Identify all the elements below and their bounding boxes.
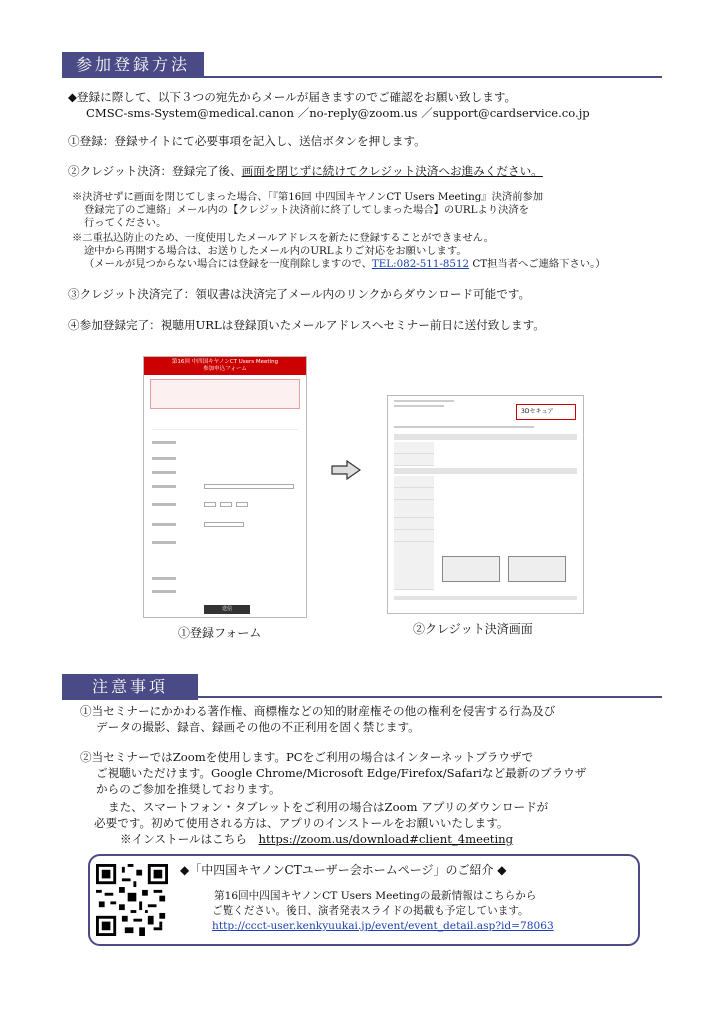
form-label xyxy=(152,577,176,580)
install-link[interactable]: https://zoom.us/download#client_4meeting xyxy=(258,832,514,846)
table-cell xyxy=(394,442,434,454)
caution-item-2-line-4: また、スマートフォン・タブレットをご利用の場合はZoom アプリのダウンロードが xyxy=(108,800,549,814)
table-cell xyxy=(394,476,434,488)
card-image xyxy=(508,556,566,582)
registration-heading: 参加登録方法 xyxy=(62,52,204,78)
form-header-subtitle: 参加申込フォーム xyxy=(203,366,247,372)
sender-addresses: CMSC-sms-System@medical.canon ／no-reply@zoom.us ／support@cardservice.co.jp xyxy=(86,106,590,120)
form-header-title: 第16回 中四国キヤノンCT Users Meeting xyxy=(171,359,279,365)
table-header xyxy=(394,434,577,440)
secure-logo-text: 3Dセキュア xyxy=(521,408,554,415)
form-field xyxy=(204,484,294,489)
caution-item-1-line-1: ①当セミナーにかかわる著作権、商標権などの知的財産権その他の権利を侵害する行為及び xyxy=(80,704,556,718)
caution-heading: 注意事項 xyxy=(62,674,198,700)
intro-line-1: ◆登録に際して、以下３つの宛先からメールが届きますのでご確認をお願い致します。 xyxy=(68,90,517,104)
homepage-title: ◆「中四国キヤノンCTユーザー会ホームページ」のご紹介 ◆ xyxy=(180,863,507,877)
caption-payment-screen: ②クレジット決済画面 xyxy=(413,622,533,636)
table-header xyxy=(394,468,577,474)
form-submit-button xyxy=(204,605,250,614)
note-line-3: 行ってください。 xyxy=(84,217,167,229)
tel-link[interactable]: TEL:082-511-8512 xyxy=(371,258,470,270)
note-6-prefix: （メールが見つからない場合には登録を一度削除しますので、 xyxy=(84,258,372,270)
form-label xyxy=(152,471,176,474)
table-cell xyxy=(394,454,434,466)
note-line-2: 登録完了のご連絡」メール内の【クレジット決済前に終了してしまった場合】のURLより決済を xyxy=(84,204,529,216)
table-cell xyxy=(394,530,434,542)
form-label xyxy=(152,457,176,460)
caution-item-2-line-5: 必要です。初めて使用される方は、アプリのインストールをお願いいたします。 xyxy=(94,816,509,830)
note-line-1: ※決済せずに画面を閉じてしまった場合、「『第16回 中四国キヤノンCT Users Meeting』決済前参加 xyxy=(72,191,544,203)
note-line-5: 途中から再開する場合は、お送りしたメール内のURLよりご対応をお願いします。 xyxy=(84,245,467,257)
secure-logo xyxy=(516,404,576,420)
homepage-url[interactable] xyxy=(212,920,554,933)
registration-form-image xyxy=(143,356,307,618)
form-label xyxy=(152,441,176,444)
step-3: ③クレジット決済完了：領収書は決済完了メール内のリンクからダウンロード可能です。 xyxy=(68,287,531,301)
table-cell xyxy=(394,518,434,530)
install-prefix: ※インストールはこちら xyxy=(120,832,259,846)
caution-divider xyxy=(62,696,662,698)
table-cell xyxy=(394,488,434,500)
form-submit-label: 送信 xyxy=(221,606,232,612)
table-footer xyxy=(394,596,577,600)
form-notice xyxy=(150,379,300,409)
text-line xyxy=(394,426,534,428)
form-field xyxy=(204,502,216,507)
form-divider xyxy=(152,429,298,430)
install-line xyxy=(120,832,513,847)
registration-divider xyxy=(62,76,662,78)
note-line-6 xyxy=(84,258,606,271)
note-6-suffix: CT担当者へご連絡下さい。） xyxy=(469,258,606,270)
step-2-emphasis: 画面を閉じずに続けてクレジット決済へお進みください。 xyxy=(241,164,543,178)
form-label xyxy=(152,590,176,593)
text-line xyxy=(394,405,444,407)
table-cell xyxy=(394,542,434,590)
note-line-4: ※二重払込防止のため、一度使用したメールアドレスを新たに登録することができません。 xyxy=(72,232,494,244)
step-4: ④参加登録完了：視聴用URLは登録頂いたメールアドレスへセミナー前日に送付致します。 xyxy=(68,318,545,332)
caption-registration-form: ①登録フォーム xyxy=(178,626,262,640)
homepage-line-1: 第16回中四国キヤノンCT Users Meetingの最新情報はこちらから xyxy=(214,890,537,902)
caution-item-2-line-2: ご視聴いただけます。Google Chrome/Microsoft Edge/Firefox/Safariなど最新のブラウザ xyxy=(96,766,587,780)
qr-code-icon[interactable] xyxy=(96,864,168,936)
form-label xyxy=(152,485,176,488)
caution-item-2-line-1: ②当セミナーではZoomを使用します。PCをご利用の場合はインターネットブラウザで xyxy=(80,750,534,764)
text-line xyxy=(394,400,454,402)
caution-item-2-line-3: からのご参加を推奨しております。 xyxy=(96,782,281,796)
step-1: ①登録：登録サイトにて必要事項を記入し、送信ボタンを押します。 xyxy=(68,134,426,148)
caution-item-1-line-2: データの撮影、録音、録画その他の不正利用を固く禁じます。 xyxy=(96,720,420,734)
homepage-link[interactable]: http://ccct-user.kenkyuukai.jp/event/event_detail.asp?id=78063 xyxy=(212,920,554,932)
form-header xyxy=(144,357,306,375)
step-2-prefix: ②クレジット決済：登録完了後、 xyxy=(68,164,242,178)
form-label xyxy=(152,503,176,506)
payment-screen-image xyxy=(387,395,584,614)
form-field xyxy=(220,502,232,507)
form-label xyxy=(152,523,176,526)
form-field xyxy=(236,502,248,507)
card-image xyxy=(442,556,500,582)
table-cell xyxy=(394,500,434,518)
homepage-line-2: ご覧ください。後日、演者発表スライドの掲載も予定しています。 xyxy=(212,905,529,917)
arrow-right-icon xyxy=(331,460,361,480)
form-field xyxy=(204,522,244,527)
form-label xyxy=(152,541,176,544)
step-2 xyxy=(68,164,543,179)
registration-section-header xyxy=(62,52,204,78)
